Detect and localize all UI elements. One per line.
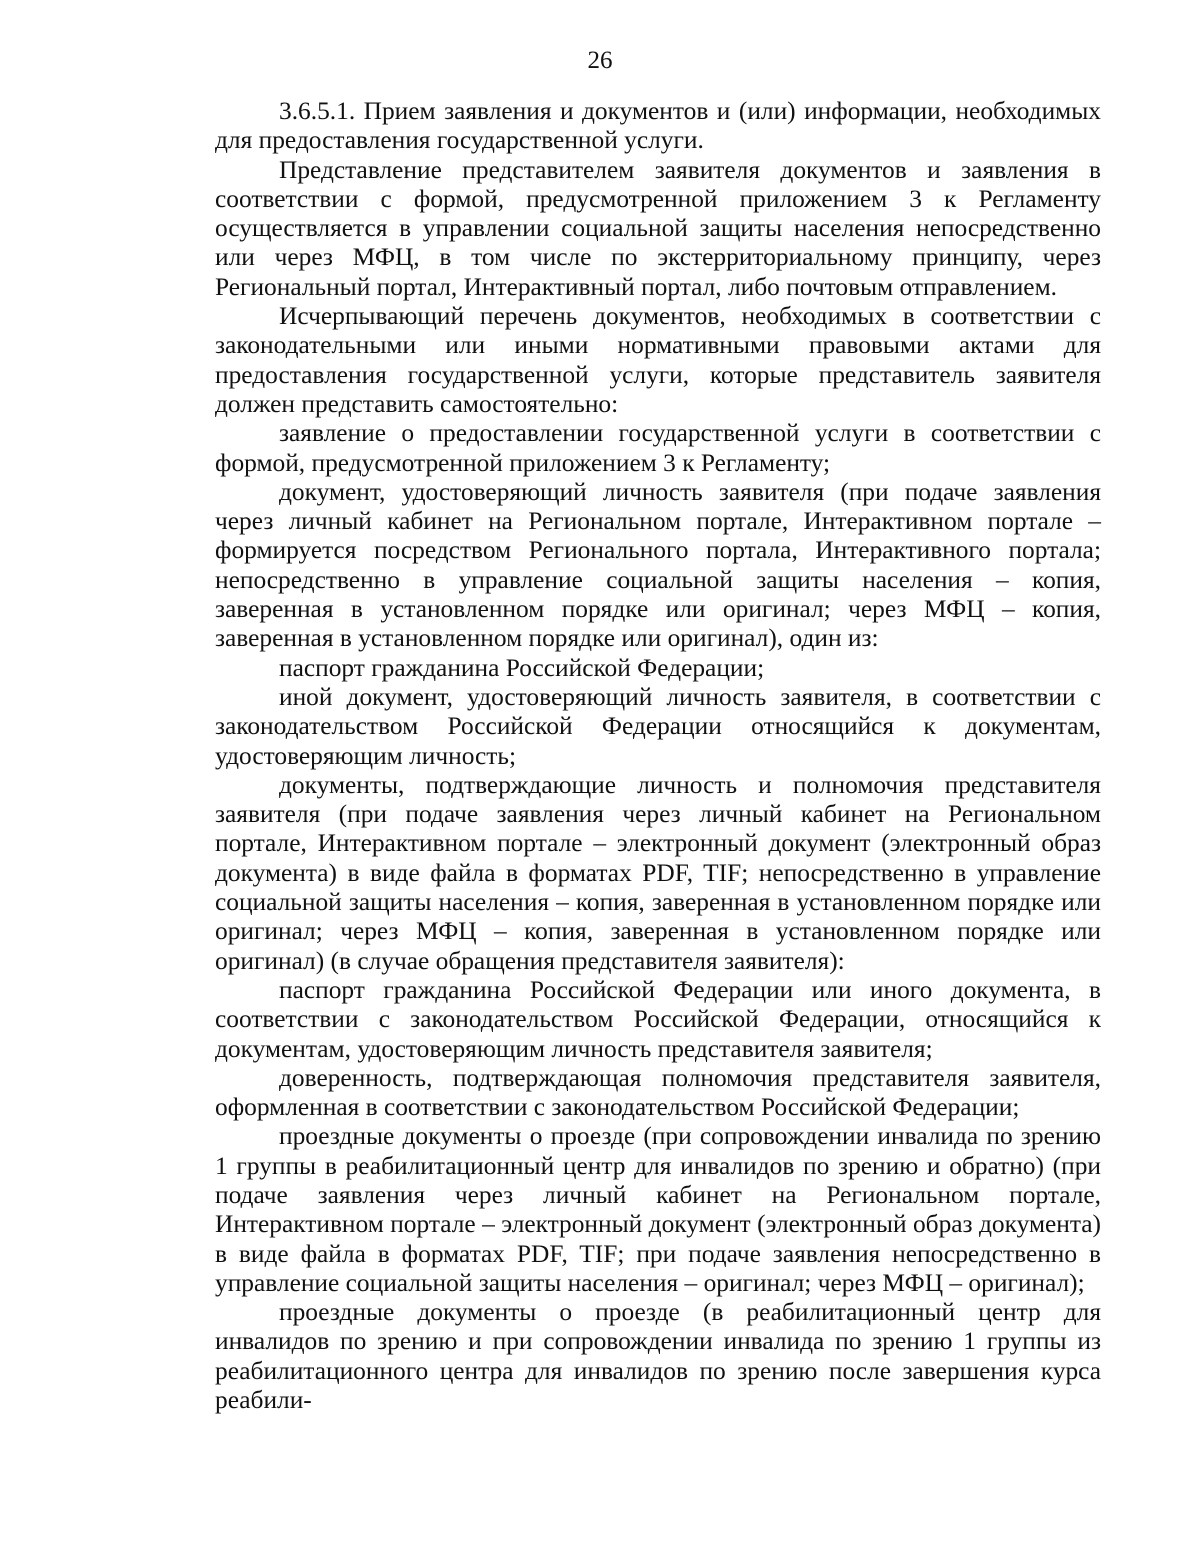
paragraph-documents-list-intro: Исчерпывающий перечень документов, необходимых в соответствии с законодательными или иными нормативными правовыми актами для предоставления государственной услуги, которые представитель заявителя должен представить самостоятельно:	[215, 302, 1101, 418]
list-item-passport: паспорт гражданина Российской Федерации;	[279, 653, 765, 682]
list-item-other-identity-document: иной документ, удостоверяющий личность заявителя, в соответствии с законодательством Российской Федерации относящийся к документам, удостоверяющим личность;	[215, 682, 1101, 770]
list-item-power-of-attorney: доверенность, подтверждающая полномочия представителя заявителя, оформленная в соответствии с законодательством Российской Федерации;	[215, 1063, 1101, 1122]
list-item-representative-passport: паспорт гражданина Российской Федерации или иного документа, в соответствии с законодательством Российской Федерации, относящийся к документам, удостоверяющим личность представителя заявителя;	[215, 975, 1101, 1063]
page-number: 26	[587, 47, 613, 74]
document-body	[215, 97, 1101, 1415]
list-item-travel-documents-escort: проездные документы о проезде (при сопровождении инвалида по зрению 1 группы в реабилитационный центр для инвалидов по зрению и обратно) (при подаче заявления через личный кабинет на Региональном портале, Интерактивном портале – электронный документ (электронный образ документа) в виде файла в форматах PDF, TIF; при подаче заявления непосредственно в управление социальной защиты населения – оригинал; через МФЦ – оригинал);	[215, 1122, 1101, 1297]
list-item-identity-document: документ, удостоверяющий личность заявителя (при подаче заявления через личный кабинет на Региональном портале, Интерактивном портале – формируется посредством Регионального портала, Интерактивного портала; непосредственно в управление социальной защиты населения – копия, заверенная в установленном порядке или оригинал; через МФЦ – копия, заверенная в установленном порядке или оригинал), один из:	[215, 477, 1101, 653]
list-item-application: заявление о предоставлении государственной услуги в соответствии с формой, предусмотренной приложением 3 к Регламенту;	[215, 419, 1101, 477]
paragraph-submission-methods: Представление представителем заявителя документов и заявления в соответствии с формой, предусмотренной приложением 3 к Регламенту осуществляется в управлении социальной защиты населения непосредственно или через МФЦ, в том числе по экстерриториальному принципу, через Региональный портал, Интерактивный портал, либо почтовым отправлением.	[215, 155, 1101, 301]
list-item-travel-documents-return: проездные документы о проезде (в реабилитационный центр для инвалидов по зрению и при сопровождении инвалида по зрению 1 группы из реабилитационного центра для инвалидов по зрению после завершения курса реабили-	[215, 1298, 1101, 1415]
paragraph-section-heading: 3.6.5.1. Прием заявления и документов и (или) информации, необходимых для предоставления государственной услуги.	[215, 97, 1101, 155]
list-item-representative-documents: документы, подтверждающие личность и полномочия представителя заявителя (при подаче заявления через личный кабинет на Региональном портале, Интерактивном портале – электронный документ (электронный образ документа) в виде файла в форматах PDF, TIF; непосредственно в управление социальной защиты населения – копия, заверенная в установленном порядке или оригинал; через МФЦ – копия, заверенная в установленном порядке или оригинал) (в случае обращения представителя заявителя):	[215, 770, 1101, 975]
